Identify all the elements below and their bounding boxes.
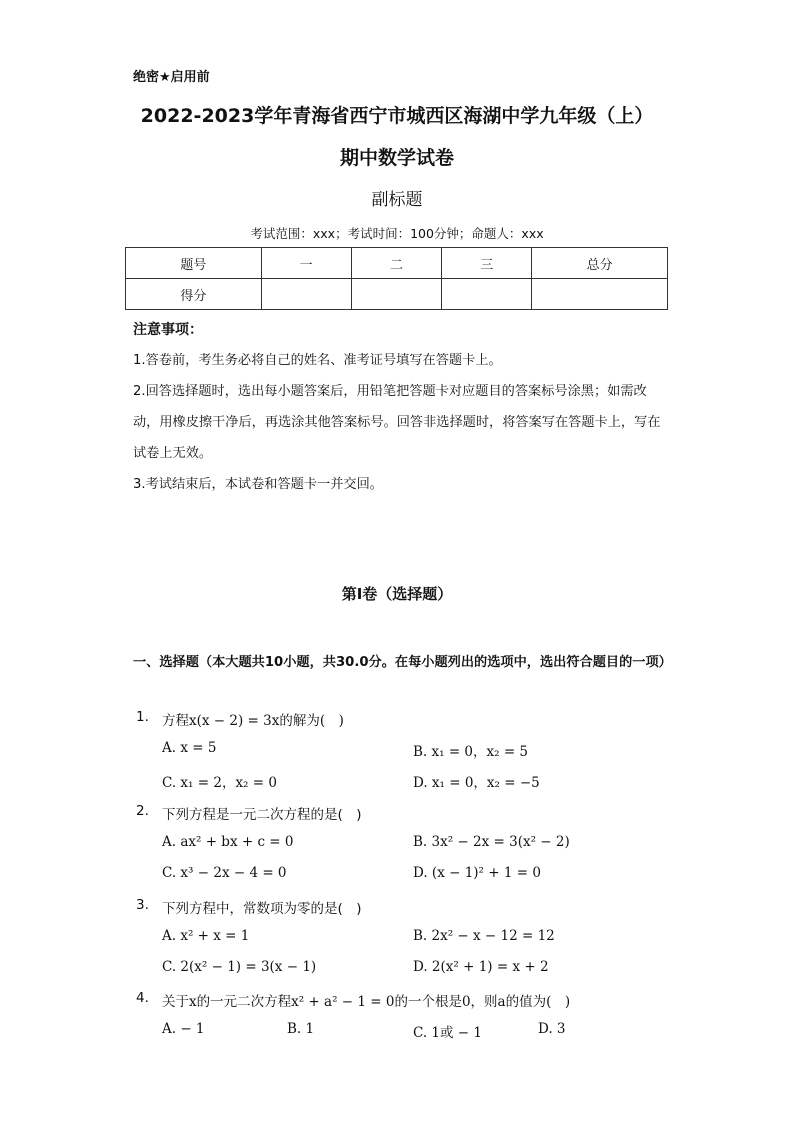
- score-table-header-row: [126, 248, 668, 279]
- score-header-cell: 三: [442, 248, 532, 279]
- option-d: D. 3: [538, 1021, 566, 1037]
- subtitle: 副标题: [371, 190, 423, 210]
- note-item: 1.答卷前，考生务必将自己的姓名、准考证号填写在答题卡上。: [133, 353, 502, 368]
- question-text: 下列方程是一元二次方程的是( ): [162, 807, 362, 823]
- score-cell: [532, 279, 668, 310]
- option-b: B. x₁ = 0，x₂ = 5: [413, 744, 529, 760]
- exam-info: 考试范围：xxx；考试时间：100分钟；命题人：xxx: [250, 226, 544, 241]
- score-row-label: 得分: [126, 279, 262, 310]
- score-cell: [442, 279, 532, 310]
- part-title: 一、选择题（本大题共10小题，共30.0分。在每小题列出的选项中，选出符合题目的一项）: [133, 655, 672, 670]
- score-cell: [261, 279, 351, 310]
- note-item: 2.回答选择题时，选出每小题答案后，用铅笔把答题卡对应题目的答案标号涂黑；如需改动，用橡皮擦干净后，再选涂其他答案标号。回答非选择题时，将答案写在答题卡上，写在试卷上无效。: [133, 384, 661, 461]
- option-b: B. 3x² − 2x = 3(x² − 2): [413, 834, 570, 850]
- exam-title-line2: 期中数学试卷: [339, 147, 454, 169]
- score-header-cell: 题号: [126, 248, 262, 279]
- section-title: 第I卷（选择题）: [341, 585, 453, 603]
- question-number: 2.: [136, 803, 149, 819]
- option-c: C. 2(x² − 1) = 3(x − 1): [162, 959, 317, 975]
- question-number: 3.: [136, 897, 149, 913]
- option-b: B. 2x² − x − 12 = 12: [413, 928, 555, 944]
- option-d: D. x₁ = 0，x₂ = −5: [413, 775, 540, 791]
- score-header-cell: 总分: [532, 248, 668, 279]
- score-table: [125, 247, 668, 310]
- score-header-cell: 一: [261, 248, 351, 279]
- notes-heading: 注意事项：: [133, 322, 203, 338]
- option-c: C. 1或 − 1: [413, 1025, 483, 1041]
- option-a: A. x = 5: [162, 740, 217, 756]
- confidential-label: 绝密★启用前: [133, 70, 210, 85]
- question-text: 关于x的一元二次方程x² + a² − 1 = 0的一个根是0，则a的值为( ): [162, 994, 571, 1010]
- question-number: 1.: [136, 709, 149, 725]
- option-d: D. (x − 1)² + 1 = 0: [413, 865, 541, 881]
- option-b: B. 1: [287, 1021, 315, 1037]
- question-text: 方程x(x − 2) = 3x的解为( ): [162, 713, 344, 729]
- option-a: A. ax² + bx + c = 0: [162, 834, 294, 850]
- score-table-score-row: [126, 279, 668, 310]
- exam-title-line1: 2022-2023学年青海省西宁市城西区海湖中学九年级（上）: [140, 105, 654, 127]
- score-header-cell: 二: [351, 248, 442, 279]
- question-text: 下列方程中，常数项为零的是( ): [162, 901, 362, 917]
- option-c: C. x³ − 2x − 4 = 0: [162, 865, 287, 881]
- option-a: A. − 1: [162, 1021, 205, 1037]
- question-number: 4.: [136, 990, 149, 1006]
- option-c: C. x₁ = 2，x₂ = 0: [162, 775, 277, 791]
- score-cell: [351, 279, 442, 310]
- note-item: 3.考试结束后，本试卷和答题卡一并交回。: [133, 477, 383, 492]
- option-d: D. 2(x² + 1) = x + 2: [413, 959, 549, 975]
- option-a: A. x² + x = 1: [162, 928, 250, 944]
